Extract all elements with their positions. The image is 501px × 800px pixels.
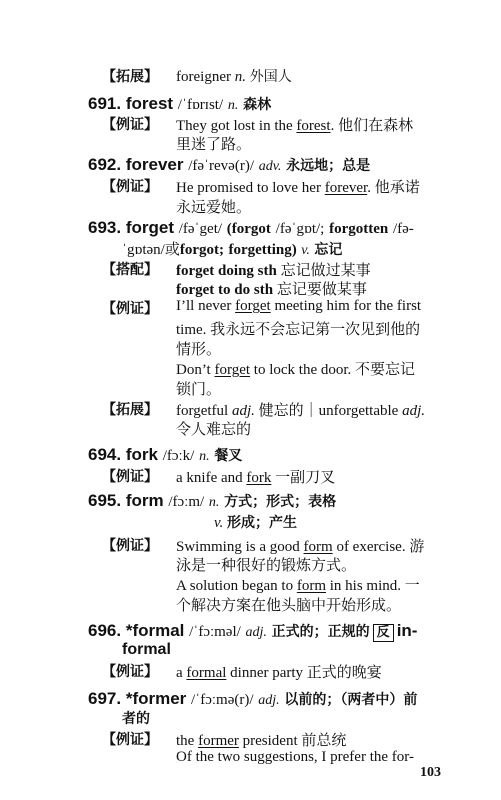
tag-example: 【例证】 — [102, 301, 158, 317]
example-697-1: the former president 前总统 — [176, 733, 347, 749]
tag-example: 【例证】 — [102, 732, 158, 748]
expand-text: foreigner n. 外国人 — [176, 68, 292, 85]
entry-696-antonym-cont: formal — [122, 641, 171, 658]
expand-693-cont: 令人难忘的 — [176, 422, 252, 438]
example-696-1: a formal dinner party 正式的晚宴 — [176, 665, 382, 681]
example-695-2: A solution began to form in his mind. 一 — [176, 578, 420, 594]
tag-example: 【例证】 — [102, 179, 158, 195]
example-693-1-cont2: 情形。 — [176, 342, 222, 358]
entry-697-headword-cont: 者的 — [122, 711, 150, 727]
entry-695-headword: 695. form /fɔːm/ n. 方式；形式；表格 — [88, 491, 337, 510]
example-695-1-cont: 泳是一种很好的锻炼方式。 — [176, 558, 357, 574]
example-691-1-cont: 里迷了路。 — [176, 137, 252, 153]
tag-example: 【例证】 — [102, 664, 158, 680]
example-697-2: Of the two suggestions, I prefer the for- — [176, 749, 414, 765]
page-number: 103 — [420, 765, 441, 780]
example-693-2: Don’t forget to lock the door. 不要忘记 — [176, 362, 416, 378]
example-695-1: Swimming is a good form of exercise. 游 — [176, 539, 425, 555]
example-691-1: They got lost in the forest. 他们在森林 — [176, 118, 414, 134]
tag-example: 【例证】 — [102, 538, 158, 554]
tag-expand: 【拓展】 — [102, 402, 158, 418]
entry-692-headword: 692. forever /fəˈrevə(r)/ adv. 永远地；总是 — [88, 155, 371, 174]
example-692-1: He promised to love her forever. 他承诺 — [176, 180, 420, 196]
entry-697-headword: 697. *former /ˈfɔːmə(r)/ adj. 以前的；（两者中）前 — [88, 689, 418, 708]
collocation-693-1: forget doing sth 忘记做过某事 — [176, 263, 371, 279]
entry-693-headword: 693. forget /fəˈget/ (forgot /fəˈgɒt/; forgotten /fə- — [88, 218, 414, 237]
entry-691-headword: 691. forest /ˈfɒrɪst/ n. 森林 — [88, 94, 272, 113]
entry-694-headword: 694. fork /fɔːk/ n. 餐叉 — [88, 445, 243, 464]
example-692-1-cont: 永远爱她。 — [176, 200, 252, 216]
tag-example: 【例证】 — [102, 117, 158, 133]
antonym-badge: 反 — [373, 624, 394, 642]
entry-693-headword-cont: ˈgɒtən/或forgot; forgetting) v. 忘记 — [122, 241, 343, 258]
example-695-2-cont: 个解决方案在他头脑中开始形成。 — [176, 598, 402, 614]
tag-collocation: 【搭配】 — [102, 262, 158, 278]
example-693-2-cont: 锁门。 — [176, 382, 222, 398]
expand-693: forgetful adj. 健忘的｜unforgettable adj. — [176, 403, 426, 419]
entry-695-sense-2: v. 形成；产生 — [214, 514, 298, 531]
tag-example: 【例证】 — [102, 469, 158, 485]
example-694-1: a knife and fork 一副刀叉 — [176, 470, 336, 486]
example-693-1-cont: time. 我永远不会忘记第一次见到他的 — [176, 322, 421, 338]
entry-696-headword: 696. *formal /ˈfɔːməl/ adj. 正式的；正规的 反 in- — [88, 621, 418, 640]
example-693-1: I’ll never forget meeting him for the first — [176, 298, 422, 314]
collocation-693-2: forget to do sth 忘记要做某事 — [176, 282, 367, 298]
tag-expand: 【拓展】 — [102, 69, 158, 85]
